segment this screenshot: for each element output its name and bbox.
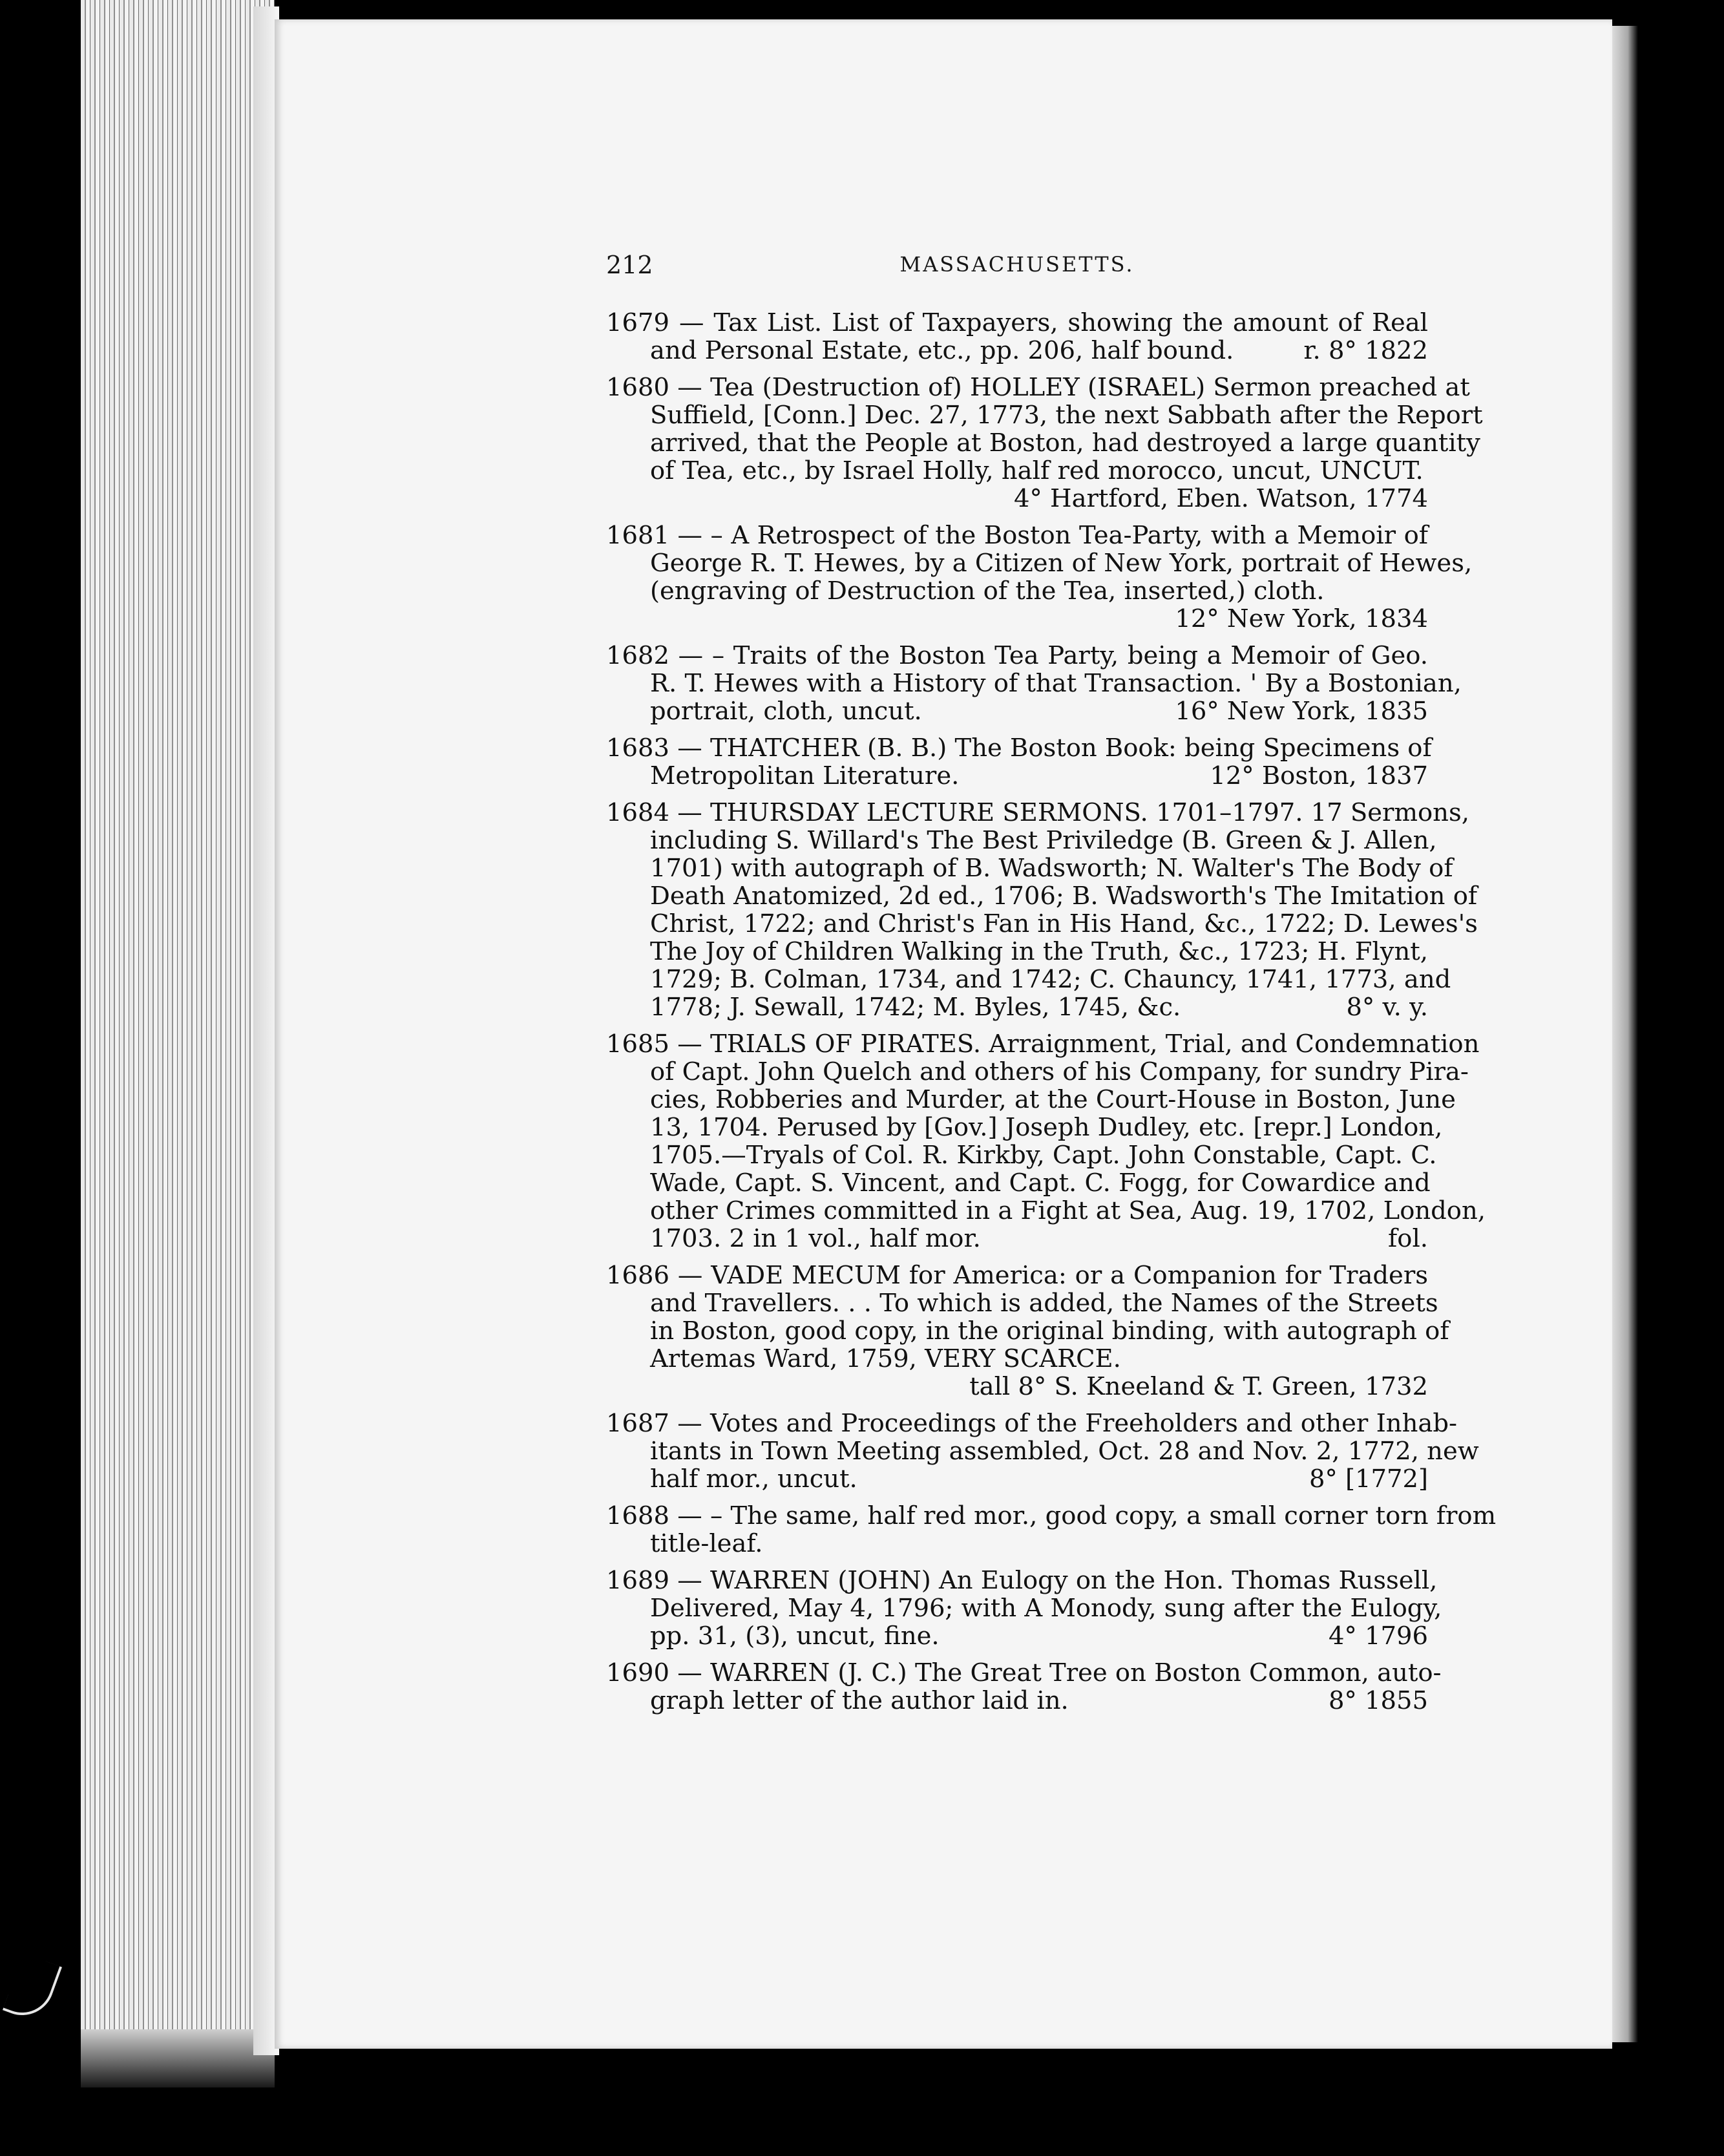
entry-line: including S. Willard's The Best Priviledge (B. Green & J. Allen, — [650, 826, 1437, 855]
entry-line: itants in Town Meeting assembled, Oct. 28 and Nov. 2, 1772, new — [650, 1437, 1479, 1466]
entry-line: 1684 — THURSDAY LECTURE SERMONS. 1701–1797. 17 Sermons, — [606, 798, 1469, 827]
entry-text: 1703. 2 in 1 vol., half mor. — [650, 1224, 981, 1253]
catalog-entry — [606, 1409, 1479, 1494]
entry-line: Suffield, [Conn.] Dec. 27, 1773, the next Sabbath after the Report — [650, 401, 1483, 430]
entry-line: George R. T. Hewes, by a Citizen of New York, portrait of Hewes, — [650, 549, 1473, 578]
entry-line: (engraving of Destruction of the Tea, inserted,) cloth. — [650, 576, 1325, 606]
entry-line: in Boston, good copy, in the original binding, with autograph of — [650, 1316, 1449, 1346]
entry-line — [606, 993, 1428, 1021]
entry-line — [606, 762, 1428, 790]
entry-imprint: fol. — [1388, 1224, 1428, 1253]
entry-line: The Joy of Children Walking in the Truth, &c., 1723; H. Flynt, — [650, 937, 1428, 966]
entry-line: 1701) with autograph of B. Wadsworth; N. Walter's The Body of — [650, 854, 1453, 883]
entry-line: Christ, 1722; and Christ's Fan in His Hand, &c., 1722; D. Lewes's — [650, 909, 1478, 938]
catalog-entry — [606, 1261, 1449, 1401]
entry-line: Artemas Ward, 1759, VERY SCARCE. — [650, 1344, 1121, 1373]
entry-line: and Travellers. . . To which is added, the Names of the Streets — [650, 1289, 1438, 1318]
entry-line: arrived, that the People at Boston, had destroyed a large quantity — [650, 428, 1480, 458]
entry-imprint: 16° New York, 1835 — [1175, 697, 1428, 726]
entry-line: tall 8° S. Kneeland & T. Green, 1732 — [969, 1372, 1428, 1401]
entry-line: cies, Robberies and Murder, at the Court-House in Boston, June — [650, 1085, 1456, 1114]
entry-line: of Tea, etc., by Israel Holly, half red morocco, uncut, UNCUT. — [650, 456, 1424, 485]
entry-line: 4° Hartford, Eben. Watson, 1774 — [1014, 484, 1428, 513]
entry-imprint: 12° Boston, 1837 — [1210, 761, 1428, 790]
entry-line: Delivered, May 4, 1796; with A Monody, sung after the Eulogy, — [650, 1594, 1442, 1623]
entry-text: graph letter of the author laid in. — [650, 1686, 1069, 1715]
entry-line: 1705.—Tryals of Col. R. Kirkby, Capt. John Constable, Capt. C. — [650, 1141, 1437, 1170]
entry-line: 13, 1704. Perused by [Gov.] Joseph Dudley, etc. [repr.] London, — [650, 1113, 1443, 1142]
entry-line: 12° New York, 1834 — [1175, 604, 1428, 633]
entry-line: 1689 — WARREN (JOHN) An Eulogy on the Hon. Thomas Russell, — [606, 1566, 1438, 1595]
entry-line: 1686 — VADE MECUM for America: or a Companion for Traders — [606, 1261, 1428, 1290]
catalog-entry — [606, 1566, 1442, 1651]
entry-line: 1729; B. Colman, 1734, and 1742; C. Chauncy, 1741, 1773, and — [650, 965, 1451, 994]
page-right-edge — [1612, 26, 1638, 2042]
entry-imprint: 8° [1772] — [1309, 1464, 1428, 1494]
entry-line: title-leaf. — [650, 1529, 763, 1558]
entry-line: 1683 — THATCHER (B. B.) The Boston Book: being Specimens of — [606, 734, 1432, 763]
entry-line — [606, 337, 1428, 365]
page-number: 212 — [606, 251, 653, 279]
entry-imprint: r. 8° 1822 — [1303, 336, 1428, 365]
running-head: MASSACHUSETTS. — [899, 252, 1135, 277]
entry-line: 1687 — Votes and Proceedings of the Freeholders and other Inhab- — [606, 1409, 1457, 1438]
entry-line — [606, 697, 1428, 725]
entry-line: 1690 — WARREN (J. C.) The Great Tree on Boston Common, auto- — [606, 1658, 1442, 1687]
entry-line: R. T. Hewes with a History of that Transaction. ' By a Bostonian, — [650, 669, 1462, 698]
entry-line: 1688 — – The same, half red mor., good copy, a small corner torn from — [606, 1501, 1497, 1530]
catalog-entries — [606, 308, 1497, 1724]
catalog-entry — [606, 798, 1478, 1022]
catalog-entry — [606, 309, 1428, 365]
catalog-entry — [606, 1501, 1497, 1558]
page-header — [606, 251, 1428, 287]
entry-line: 1679 — Tax List. List of Taxpayers, showing the amount of Real — [606, 308, 1428, 337]
entry-text: and Personal Estate, etc., pp. 206, half bound. — [650, 336, 1234, 365]
entry-imprint: 8° 1855 — [1329, 1686, 1428, 1715]
entry-line — [606, 1225, 1428, 1252]
entry-line: 1685 — TRIALS OF PIRATES. Arraignment, Trial, and Condemnation — [606, 1030, 1480, 1059]
catalog-entry — [606, 1030, 1486, 1253]
catalog-entry — [606, 521, 1473, 633]
entry-line: Wade, Capt. S. Vincent, and Capt. C. Fogg, for Cowardice and — [650, 1168, 1431, 1198]
entry-text: pp. 31, (3), uncut, fine. — [650, 1622, 940, 1651]
entry-line — [606, 1622, 1428, 1650]
entry-text: portrait, cloth, uncut. — [650, 697, 922, 726]
entry-line: of Capt. John Quelch and others of his Company, for sundry Pira- — [650, 1057, 1469, 1086]
catalog-entry — [606, 1658, 1442, 1715]
entry-imprint: 4° 1796 — [1329, 1622, 1428, 1651]
book-page-edges — [81, 0, 275, 2029]
catalog-entry — [606, 641, 1462, 726]
book-spine-shadow — [0, 0, 81, 2156]
entry-text: Metropolitan Literature. — [650, 761, 960, 790]
entry-imprint: 8° v. y. — [1346, 993, 1428, 1022]
entry-line: 1680 — Tea (Destruction of) HOLLEY (ISRAEL) Sermon preached at — [606, 373, 1470, 402]
entry-line: Death Anatomized, 2d ed., 1706; B. Wadsworth's The Imitation of — [650, 882, 1478, 911]
entry-line: 1682 — – Traits of the Boston Tea Party, being a Memoir of Geo. — [606, 641, 1428, 670]
entry-line: other Crimes committed in a Fight at Sea, Aug. 19, 1702, London, — [650, 1196, 1486, 1225]
catalog-entry — [606, 734, 1432, 790]
entry-line — [606, 1465, 1428, 1493]
entry-line: 1681 — – A Retrospect of the Boston Tea-Party, with a Memoir of — [606, 521, 1428, 550]
entry-line — [606, 1687, 1428, 1715]
entry-text: 1778; J. Sewall, 1742; M. Byles, 1745, &c. — [650, 993, 1181, 1022]
entry-text: half mor., uncut. — [650, 1464, 857, 1494]
catalog-entry — [606, 373, 1483, 513]
